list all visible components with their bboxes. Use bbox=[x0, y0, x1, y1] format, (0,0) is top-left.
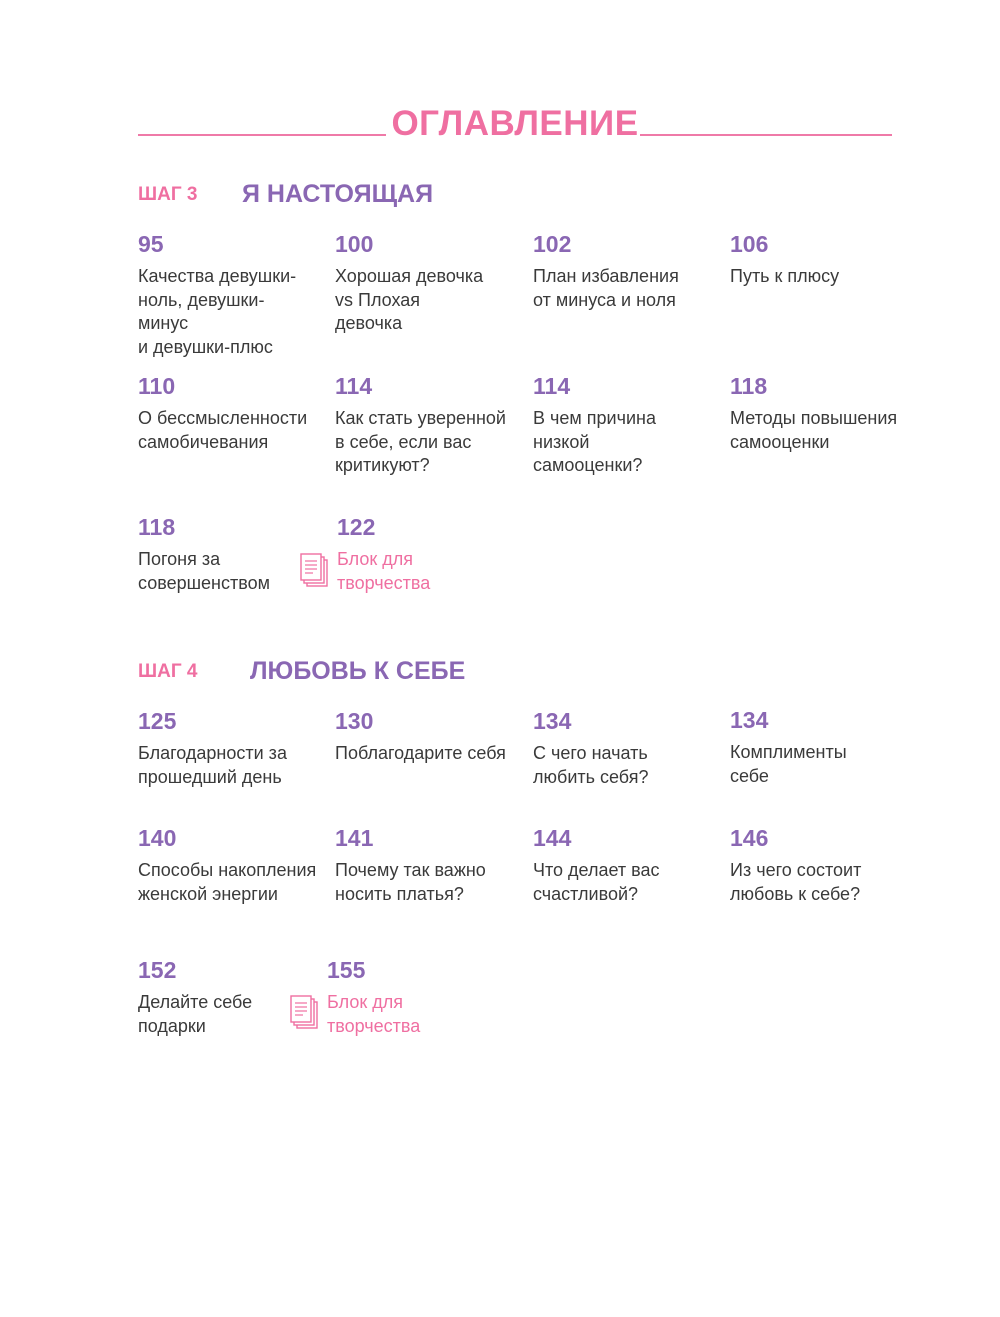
entry-title: Блок для творчества bbox=[337, 549, 431, 593]
page-number: 95 bbox=[138, 231, 164, 257]
page-number: 130 bbox=[335, 708, 374, 734]
toc-entry[interactable] bbox=[335, 825, 525, 906]
toc-entry[interactable] bbox=[533, 825, 723, 906]
toc-entry[interactable] bbox=[533, 231, 723, 312]
page-number: 114 bbox=[335, 373, 373, 399]
entry-title: Из чего состоит любовь к себе? bbox=[730, 860, 862, 904]
step-4-title: ЛЮБОВЬ К СЕБЕ bbox=[250, 657, 466, 685]
step-3-label: ШАГ 3 bbox=[138, 184, 198, 205]
toc-entry[interactable] bbox=[138, 825, 328, 906]
page-number: 106 bbox=[730, 231, 769, 257]
entry-title: Благодарности за прошедший день bbox=[138, 743, 287, 787]
page-number: 114 bbox=[533, 373, 571, 399]
page-number: 134 bbox=[533, 708, 572, 734]
entry-title: В чем причина низкой самооценки? bbox=[533, 408, 656, 475]
toc-entry[interactable] bbox=[335, 231, 525, 336]
toc-entry[interactable] bbox=[138, 373, 328, 454]
page-number: 125 bbox=[138, 708, 177, 734]
toc-entry[interactable] bbox=[730, 231, 920, 289]
toc-entry[interactable] bbox=[335, 708, 525, 766]
entry-title: Методы повышения самооценки bbox=[730, 408, 898, 452]
page-number: 140 bbox=[138, 825, 177, 851]
page-number: 102 bbox=[533, 231, 572, 257]
entry-title: План избавления от минуса и ноля bbox=[533, 266, 679, 310]
document-stack-icon bbox=[300, 553, 330, 593]
page-number: 152 bbox=[138, 957, 177, 983]
page-number: 110 bbox=[138, 373, 176, 399]
toc-entry-creative-block[interactable] bbox=[337, 514, 527, 595]
toc-entry[interactable] bbox=[533, 373, 723, 478]
page-number: 146 bbox=[730, 825, 769, 851]
entry-title: О бессмысленности самобичевания bbox=[138, 408, 308, 452]
entry-title: Комплименты себе bbox=[730, 742, 847, 786]
toc-entry[interactable] bbox=[730, 707, 920, 788]
page-number: 118 bbox=[730, 373, 768, 399]
entry-title: Как стать уверенной в себе, если вас критикуют? bbox=[335, 408, 506, 475]
page-number: 155 bbox=[327, 957, 366, 983]
toc-entry[interactable] bbox=[730, 825, 920, 906]
page-number: 144 bbox=[533, 825, 572, 851]
entry-title: Хорошая девочка vs Плохая девочка bbox=[335, 266, 484, 333]
document-stack-icon bbox=[290, 995, 320, 1035]
page-number: 118 bbox=[138, 514, 176, 540]
step-3-title: Я НАСТОЯЩАЯ bbox=[242, 180, 434, 208]
entry-title: Путь к плюсу bbox=[730, 266, 840, 286]
entry-title: Что делает вас счастливой? bbox=[533, 860, 660, 904]
page-number: 100 bbox=[335, 231, 374, 257]
toc-entry-creative-block[interactable] bbox=[327, 957, 517, 1038]
entry-title: Погоня за совершенством bbox=[138, 549, 270, 593]
entry-title: Способы накопления женской энергии bbox=[138, 860, 317, 904]
toc-header bbox=[138, 104, 892, 144]
entry-title: Блок для творчества bbox=[327, 992, 421, 1036]
page-number: 141 bbox=[335, 825, 374, 851]
step-4-label: ШАГ 4 bbox=[138, 661, 198, 682]
toc-entry[interactable] bbox=[138, 231, 328, 359]
entry-title: Поблагодарите себя bbox=[335, 743, 506, 763]
page-title: ОГЛАВЛЕНИЕ bbox=[391, 104, 639, 143]
page-number: 122 bbox=[337, 514, 376, 540]
entry-title: Почему так важно носить платья? bbox=[335, 860, 486, 904]
toc-entry[interactable] bbox=[138, 708, 328, 789]
entry-title: Делайте себе подарки bbox=[138, 992, 253, 1036]
toc-entry[interactable] bbox=[533, 708, 723, 789]
toc-entry[interactable] bbox=[335, 373, 525, 478]
entry-title: Качества девушки- ноль, девушки- минус и девушки-плюс bbox=[138, 266, 297, 357]
entry-title: С чего начать любить себя? bbox=[533, 743, 649, 787]
toc-entry[interactable] bbox=[730, 373, 920, 454]
title-rule-right bbox=[640, 134, 892, 136]
page-number: 134 bbox=[730, 707, 769, 733]
